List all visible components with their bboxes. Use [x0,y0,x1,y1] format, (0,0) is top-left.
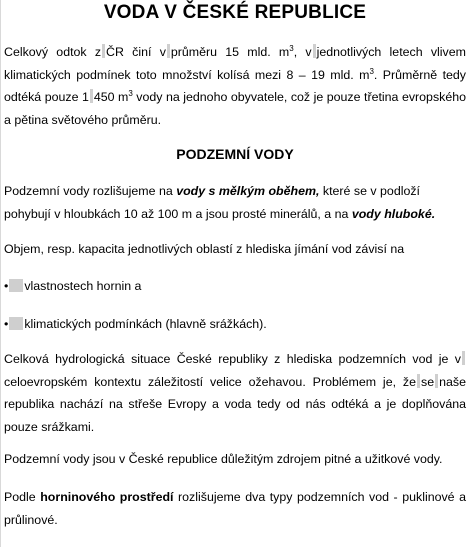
formatting-mark [102,44,105,58]
bullet-marker: • [4,317,9,331]
superscript: 3 [128,89,133,99]
paragraph-capacity: Objem, resp. kapacita jednotlivých oblastí z hlediska jímání vod závisí na [4,242,405,256]
formatting-mark [313,44,316,58]
formatting-mark [90,89,93,103]
p1-text-1: Podzemní vody rozlišujeme na [4,184,177,198]
paragraph-rock-environment [4,486,466,531]
p1-text-2: které se v podloží pohybují v hloubkách 10 až 100 m a jsou prosté minerálů, a na [4,184,420,221]
p5-bold: horninového prostředí [40,490,174,504]
superscript: 3 [369,66,374,76]
bullet-item-2 [4,313,466,336]
formatting-mark [462,351,465,365]
intro-text-8: vody na jednoho obyvatele, což je pouze třetina evropského a pětina světového průměru. [4,90,467,127]
paragraph-hydrology [4,348,466,438]
p1-bold-2: vody hluboké. [351,206,436,221]
intro-paragraph [4,41,466,131]
p3-text-2: celoevropském kontextu záležitostí velice ožehavou. Problémem je, že [4,374,417,389]
document-title: VODA V ČESKÉ REPUBLICE [103,2,367,23]
formatting-mark [167,44,170,58]
formatting-mark [435,374,438,388]
intro-text-4: , v [293,45,312,59]
bullet-text: vlastnostech hornin a [24,279,142,293]
intro-text-1: Celkový odtok z [4,45,102,59]
intro-text-6: . Průměrně tedy odtéká pouze 1 [4,67,467,105]
p5-text-2: rozlišujeme dva typy podzemních vod - puklinové a průlinové. [4,490,466,527]
section-heading: PODZEMNÍ VODY [176,146,294,162]
intro-text-7: 450 m [93,90,129,105]
p5-text-1: Podle [4,490,41,504]
formatting-mark [417,374,420,388]
intro-text-3: průměru 15 mld. m [170,45,290,59]
superscript: 3 [289,43,294,53]
bullet-indent-mark [9,279,23,292]
paragraph-water-types [4,180,466,225]
p3-text-3: se [421,374,435,389]
bullet-indent-mark [9,317,23,330]
p3-text-1: Celková hydrologická situace České republiky z hlediska podzemních vod je v [4,352,461,366]
bullet-item-1 [4,275,466,298]
intro-text-2: ČR činí v [106,45,166,59]
bullet-text: klimatických podmínkách (hlavně srážkách). [24,317,267,331]
bullet-marker: • [4,279,9,293]
paragraph-drinking-water: Podzemní vody jsou v České republice důležitým zdrojem pitné a užitkové vody. [4,452,443,466]
intro-text-5: jednotlivých letech vlivem klimatických podmínek toto množství kolísá mezi 8 – 19 mld. m [4,45,466,82]
p3-text-4: naše republika nachází na střeše Evropy a voda tedy od nás odtéká a je doplňována pouze srážkami. [4,374,466,434]
p1-bold-1: vody s mělkým oběhem, [176,184,320,198]
